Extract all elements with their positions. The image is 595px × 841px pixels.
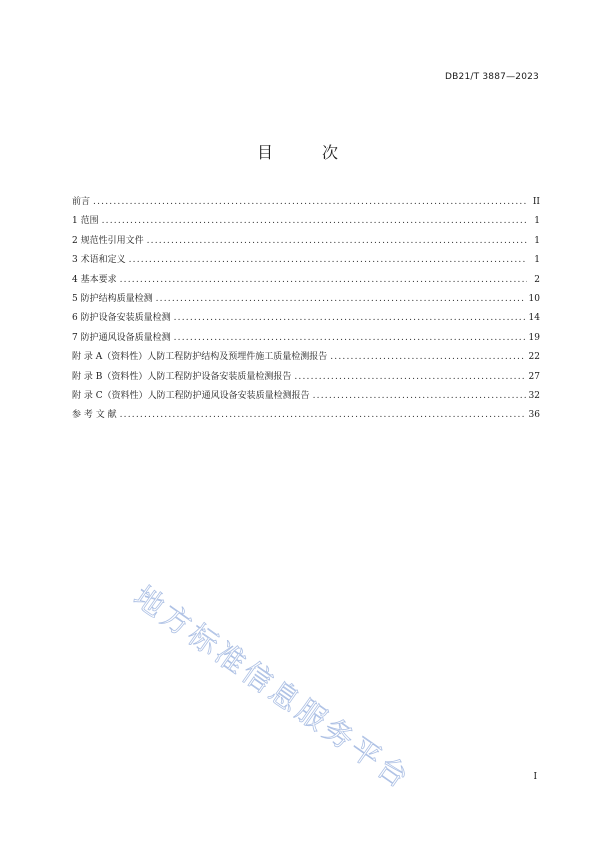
toc-entry-appendix-b[interactable] (72, 368, 540, 387)
toc-entry-page: 2 (534, 274, 540, 285)
toc-entry-label: 1 范围 (72, 216, 99, 227)
toc-entry-appendix-c[interactable] (72, 387, 540, 406)
toc-entry-page: 36 (528, 410, 540, 421)
toc-entry-page: 32 (528, 390, 540, 401)
toc-entry-page: 22 (528, 352, 540, 363)
toc-entry-label: 3 术语和定义 (72, 255, 126, 266)
toc-entry-page: 1 (534, 235, 540, 246)
toc-entry-page: 1 (534, 255, 540, 266)
toc-entry-label: 参 考 文 献 (72, 410, 117, 421)
toc-entry-bibliography[interactable] (72, 406, 540, 425)
toc-entry-label: 5 防护结构质量检测 (72, 293, 153, 304)
toc-entry-label: 2 规范性引用文件 (72, 235, 144, 246)
toc-entry-label: 6 防护设备安装质量检测 (72, 313, 171, 324)
toc-entry-page: 1 (534, 216, 540, 227)
standard-code: DB21/T 3887—2023 (445, 72, 539, 82)
page-number: I (533, 772, 537, 782)
toc-entry-basic-requirements[interactable] (72, 271, 540, 290)
toc-entry-structure-inspection[interactable] (72, 290, 540, 309)
toc-entry-label: 附 录 C（资料性）人防工程防护通风设备安装质量检测报告 (72, 390, 310, 401)
toc-entry-normative-references[interactable] (72, 232, 540, 251)
toc-leader-dots (294, 368, 525, 387)
toc-entry-foreword[interactable] (72, 193, 540, 212)
toc-leader-dots (147, 232, 527, 251)
toc-entry-equipment-inspection[interactable] (72, 309, 540, 328)
toc-entry-terms[interactable] (72, 251, 540, 270)
toc-leader-dots (129, 251, 527, 270)
toc-leader-dots (102, 212, 527, 231)
toc-entry-label: 附 录 A（资料性）人防工程防护结构及预埋件施工质量检测报告 (72, 352, 328, 363)
toc-entry-label: 前言 (72, 197, 91, 207)
toc-leader-dots (330, 348, 525, 367)
watermark: 地方标准信息服务平台 (127, 579, 418, 797)
toc-leader-dots (174, 329, 526, 348)
toc-entry-appendix-a[interactable] (72, 348, 540, 367)
table-of-contents (72, 193, 540, 426)
toc-entry-page: II (532, 197, 540, 207)
toc-leader-dots (174, 309, 526, 328)
toc-entry-page: 10 (528, 293, 540, 304)
toc-entry-label: 7 防护通风设备质量检测 (72, 332, 171, 343)
toc-entry-scope[interactable] (72, 212, 540, 231)
toc-leader-dots (313, 387, 526, 406)
toc-entry-label: 4 基本要求 (72, 274, 117, 285)
page-title: 目 次 (256, 143, 361, 162)
toc-entry-label: 附 录 B（资料性）人防工程防护设备安装质量检测报告 (72, 371, 292, 382)
toc-leader-dots (120, 406, 526, 425)
toc-leader-dots (120, 271, 527, 290)
toc-entry-page: 14 (528, 313, 540, 324)
toc-leader-dots (93, 193, 527, 212)
toc-entry-page: 19 (528, 332, 540, 343)
toc-entry-ventilation-inspection[interactable] (72, 329, 540, 348)
toc-entry-page: 27 (528, 371, 540, 382)
toc-leader-dots (156, 290, 526, 309)
